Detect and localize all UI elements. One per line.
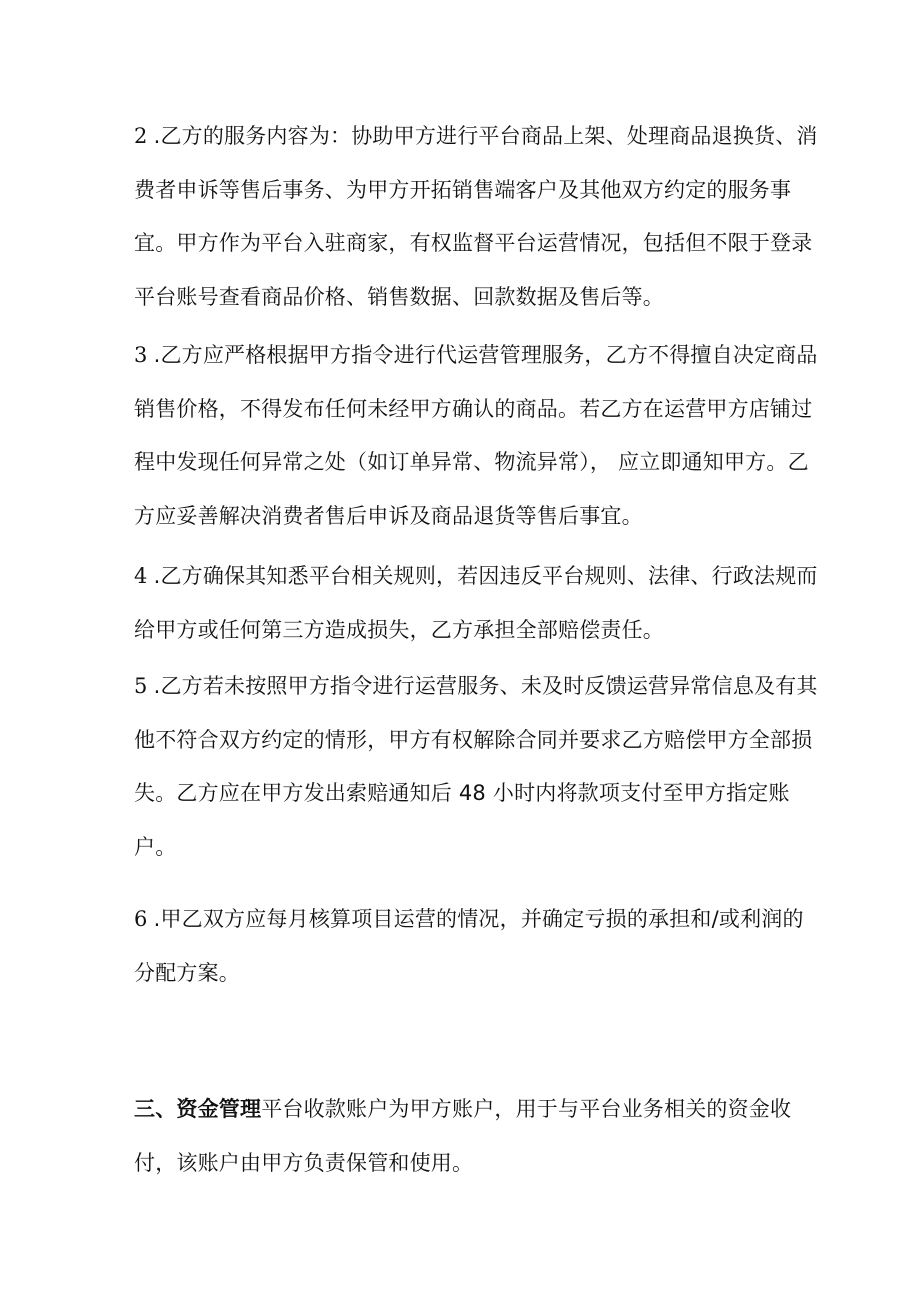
clause-line: 平台账号查看商品价格、销售数据、回款数据及售后等。 (134, 284, 664, 309)
clause-line: 程中发现任何异常之处（如订单异常、物流异常）， 应立即通知甲方。乙 (134, 450, 809, 474)
clause-line: 他不符合双方约定的情形，甲方有权解除合同并要求乙方赔偿甲方全部损 (134, 727, 813, 752)
clause-number: 4 (134, 564, 148, 588)
clause-line: 户。 (134, 834, 177, 859)
clause-line: 费者申诉等售后事务、为甲方开拓销售端客户及其他双方约定的服务事 (134, 177, 792, 202)
clause-line: 失。乙方应在甲方发出索赔通知后 48 小时内将款项支付至甲方指定账 (134, 781, 790, 805)
clause-line: 宜。甲方作为平台入驻商家，有权监督平台运营情况，包括但不限于登录 (134, 231, 813, 255)
clause-line: 销售价格，不得发布任何未经甲方确认的商品。若乙方在运营甲方店铺过 (134, 396, 813, 421)
section-line: 付，该账户由甲方负责保管和使用。 (134, 1150, 474, 1175)
clause-line: 2 .乙方的服务内容为：协助甲方进行平台商品上架、处理商品退换货、消 (134, 124, 818, 148)
clause-line: 方应妥善解决消费者售后申诉及商品退货等售后事宜。 (134, 503, 643, 528)
clause-4 (134, 550, 818, 657)
clause-2 (134, 110, 818, 324)
clause-3 (134, 329, 818, 543)
clause-number: 3 (134, 343, 148, 367)
section-line: 三、资金管理平台收款账户为甲方账户，用于与平台业务相关的资金收 (134, 1097, 792, 1121)
clause-line: 5 .乙方若未按照甲方指令进行运营服务、未及时反馈运营异常信息及有其 (134, 674, 818, 698)
section-heading: 三、资金管理 (134, 1097, 262, 1121)
clause-number: 5 (134, 674, 148, 698)
clause-line: 给甲方或任何第三方造成损失，乙方承担全部赔偿责任。 (134, 617, 664, 642)
clause-number: 2 (134, 124, 148, 148)
clause-line: 4 .乙方确保其知悉平台相关规则，若因违反平台规则、法律、行政法规而 (134, 564, 818, 588)
clause-5 (134, 660, 818, 874)
clause-6 (134, 893, 804, 1000)
clause-line: 分配方案。 (134, 960, 240, 985)
clause-line: 3 .乙方应严格根据甲方指令进行代运营管理服务，乙方不得擅自决定商品 (134, 343, 818, 367)
clause-number: 6 (134, 907, 148, 931)
section-3-fund-management (134, 1083, 794, 1190)
clause-line: 6 .甲乙双方应每月核算项目运营的情况，并确定亏损的承担和/或利润的 (134, 907, 804, 931)
